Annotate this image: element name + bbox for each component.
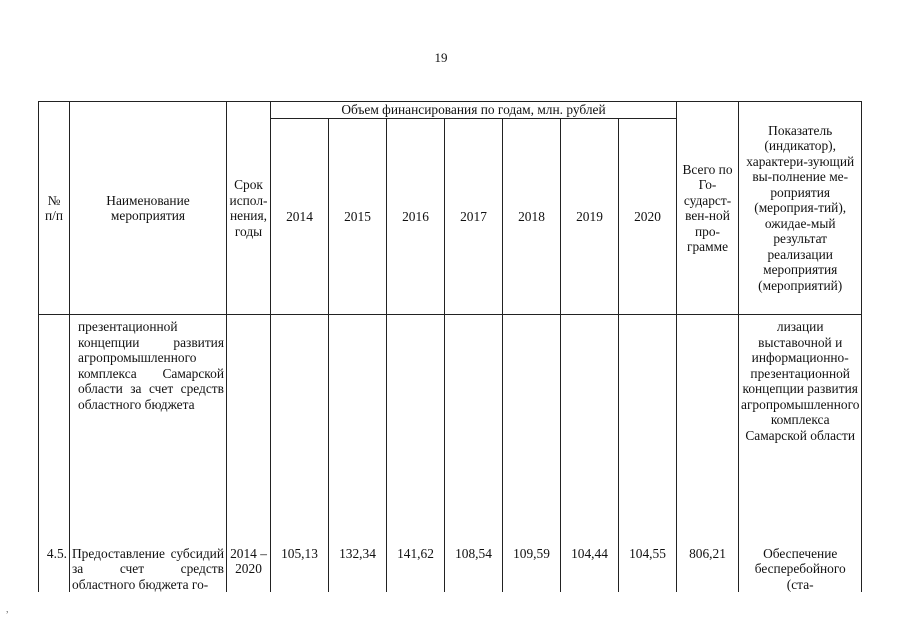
cell-empty [445,315,503,546]
page-number: 19 [434,50,448,65]
row-value-2014: 105,13 [271,546,329,593]
funding-table [38,101,862,592]
header-year: 2017 [445,119,503,315]
header-year: 2016 [387,119,445,315]
cell-empty [619,315,677,546]
cell-empty [387,315,445,546]
continuation-row [39,315,862,546]
header-year: 2014 [271,119,329,315]
cell-empty [503,315,561,546]
row-num: 4.5. [39,546,70,593]
row-term: 2014 – 2020 [227,546,271,593]
cell-empty [227,315,271,546]
header-indicator: Показатель (индикатор), характери-зующий вы-полнение ме-роприятия (мероприя-тий), ожидае-мый результат реализации мероприятия (мероприятий) [739,102,862,315]
cell-empty [39,315,70,546]
cell-empty [561,315,619,546]
header-year: 2019 [561,119,619,315]
continuation-indicator: лизации выставочной и информационно-презентационной концепции развития агропромышленного комплекса Самарской области [739,315,862,546]
header-num: № п/п [39,102,70,315]
row-indicator: Обеспечение бесперебойного (ста- [739,546,862,593]
row-value-2015: 132,34 [329,546,387,593]
scan-mark: , [6,604,9,615]
header-year: 2020 [619,119,677,315]
row-value-2016: 141,62 [387,546,445,593]
row-value-2019: 104,44 [561,546,619,593]
header-name: Наименование мероприятия [70,102,227,315]
cell-empty [329,315,387,546]
header-year: 2018 [503,119,561,315]
cell-empty [677,315,739,546]
row-value-2017: 108,54 [445,546,503,593]
row-name: Предоставление субсидий за счет средств областного бюджета го- [70,546,227,593]
header-term: Срок испол-нения, годы [227,102,271,315]
header-total: Всего по Го-сударст-вен-ной про-грамме [677,102,739,315]
cell-empty [271,315,329,546]
header-year: 2015 [329,119,387,315]
table-row [39,546,862,593]
continuation-name: презентационной концепции развития агропромышленного комплекса Самарской области за счет средств областного бюджета [70,315,227,546]
header-funding-group: Объем финансирования по годам, млн. рублей [271,102,677,119]
row-value-2018: 109,59 [503,546,561,593]
row-total: 806,21 [677,546,739,593]
row-value-2020: 104,55 [619,546,677,593]
